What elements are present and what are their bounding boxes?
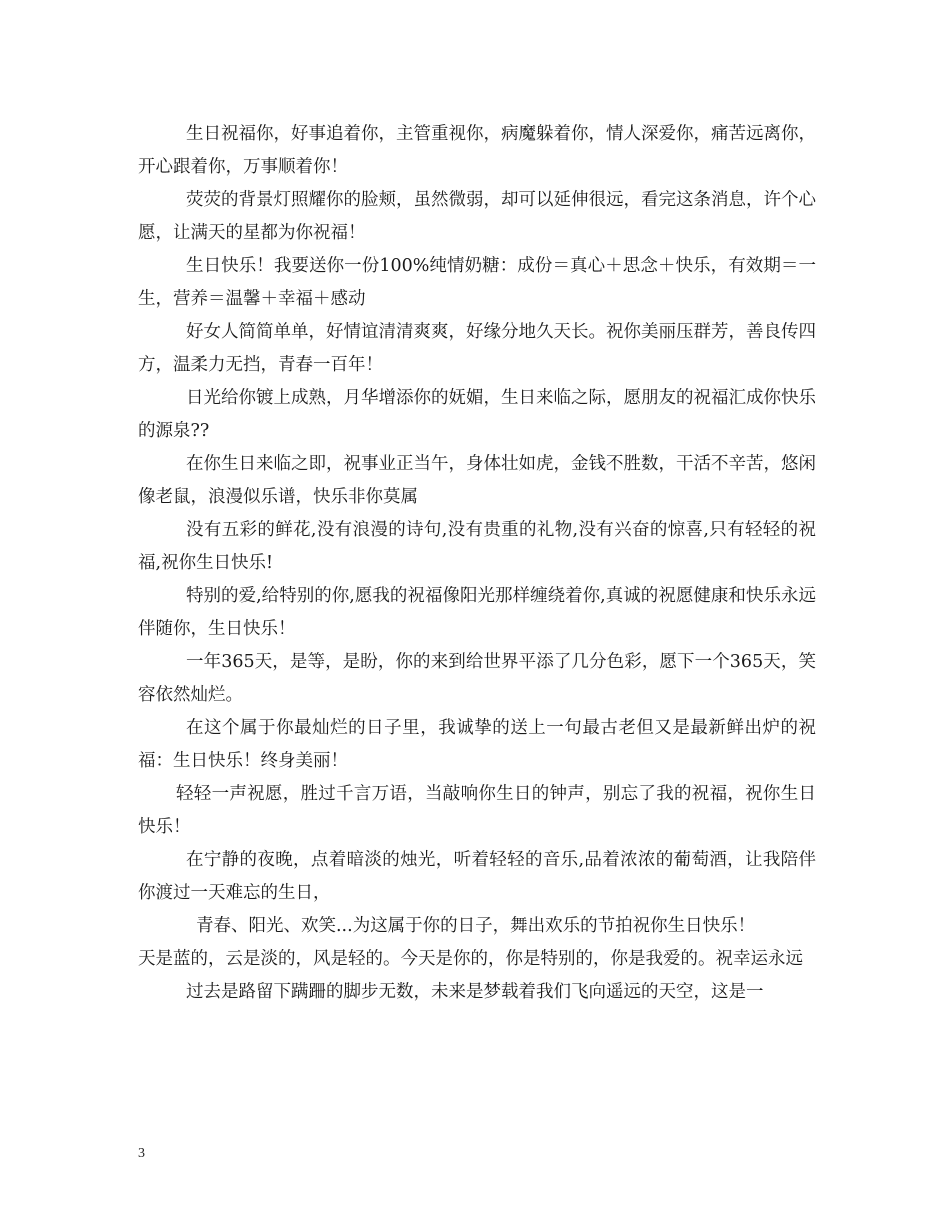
paragraph-4: 好女人简简单单，好情谊清清爽爽，好缘分地久天长。祝你美丽压群芳，善良传四方，温柔力无挡，青春一百年！ xyxy=(138,322,816,375)
paragraph-6: 在你生日来临之即，祝事业正当午，身体壮如虎，金钱不胜数，干活不辛苦，悠闲像老鼠，浪漫似乐谱，快乐非你莫属 xyxy=(138,454,816,507)
paragraph-13: 青春、阳光、欢笑...为这属于你的日子，舞出欢乐的节拍祝你生日快乐！ xyxy=(196,916,756,936)
document-body xyxy=(138,118,816,1009)
paragraph-12: 在宁静的夜晚，点着暗淡的烛光，听着轻轻的音乐,品着浓浓的葡萄酒，让我陪伴你渡过一天难忘的生日， xyxy=(138,850,816,903)
paragraph-5: 日光给你镀上成熟，月华增添你的妩媚，生日来临之际，愿朋友的祝福汇成你快乐的源泉?? xyxy=(138,388,816,441)
paragraph-7: 没有五彩的鲜花,没有浪漫的诗句,没有贵重的礼物,没有兴奋的惊喜,只有轻轻的祝福,祝你生日快乐! xyxy=(138,520,816,573)
paragraph-9: 一年365天，是等，是盼，你的来到给世界平添了几分色彩，愿下一个365天，笑容依然灿烂。 xyxy=(138,652,816,705)
paragraph-2: 荧荧的背景灯照耀你的脸颊，虽然微弱，却可以延伸很远，看完这条消息，许个心愿，让满天的星都为你祝福！ xyxy=(138,190,816,243)
paragraph-10: 在这个属于你最灿烂的日子里，我诚挚的送上一句最古老但又是最新鲜出炉的祝福：生日快乐！终身美丽！ xyxy=(138,718,816,771)
paragraph-1: 生日祝福你，好事追着你，主管重视你，病魔躲着你，情人深爱你，痛苦远离你，开心跟着你，万事顺着你！ xyxy=(138,124,816,177)
paragraph-8: 特别的爱,给特别的你,愿我的祝福像阳光那样缠绕着你,真诚的祝愿健康和快乐永远伴随你，生日快乐！ xyxy=(138,586,816,639)
paragraph-11: 轻轻一声祝愿，胜过千言万语，当敲响你生日的钟声，别忘了我的祝福，祝你生日快乐！ xyxy=(138,784,816,837)
paragraph-15: 过去是路留下蹒跚的脚步无数，未来是梦载着我们飞向遥远的天空，这是一 xyxy=(186,982,764,1002)
paragraph-14: 天是蓝的，云是淡的，风是轻的。今天是你的，你是特别的，你是我爱的。祝幸运永远 xyxy=(138,949,803,969)
paragraph-3: 生日快乐！我要送你一份100%纯情奶糖：成份＝真心＋思念＋快乐，有效期＝一生，营养＝温馨＋幸福＋感动 xyxy=(138,256,816,309)
page-number: 3 xyxy=(138,1146,145,1161)
